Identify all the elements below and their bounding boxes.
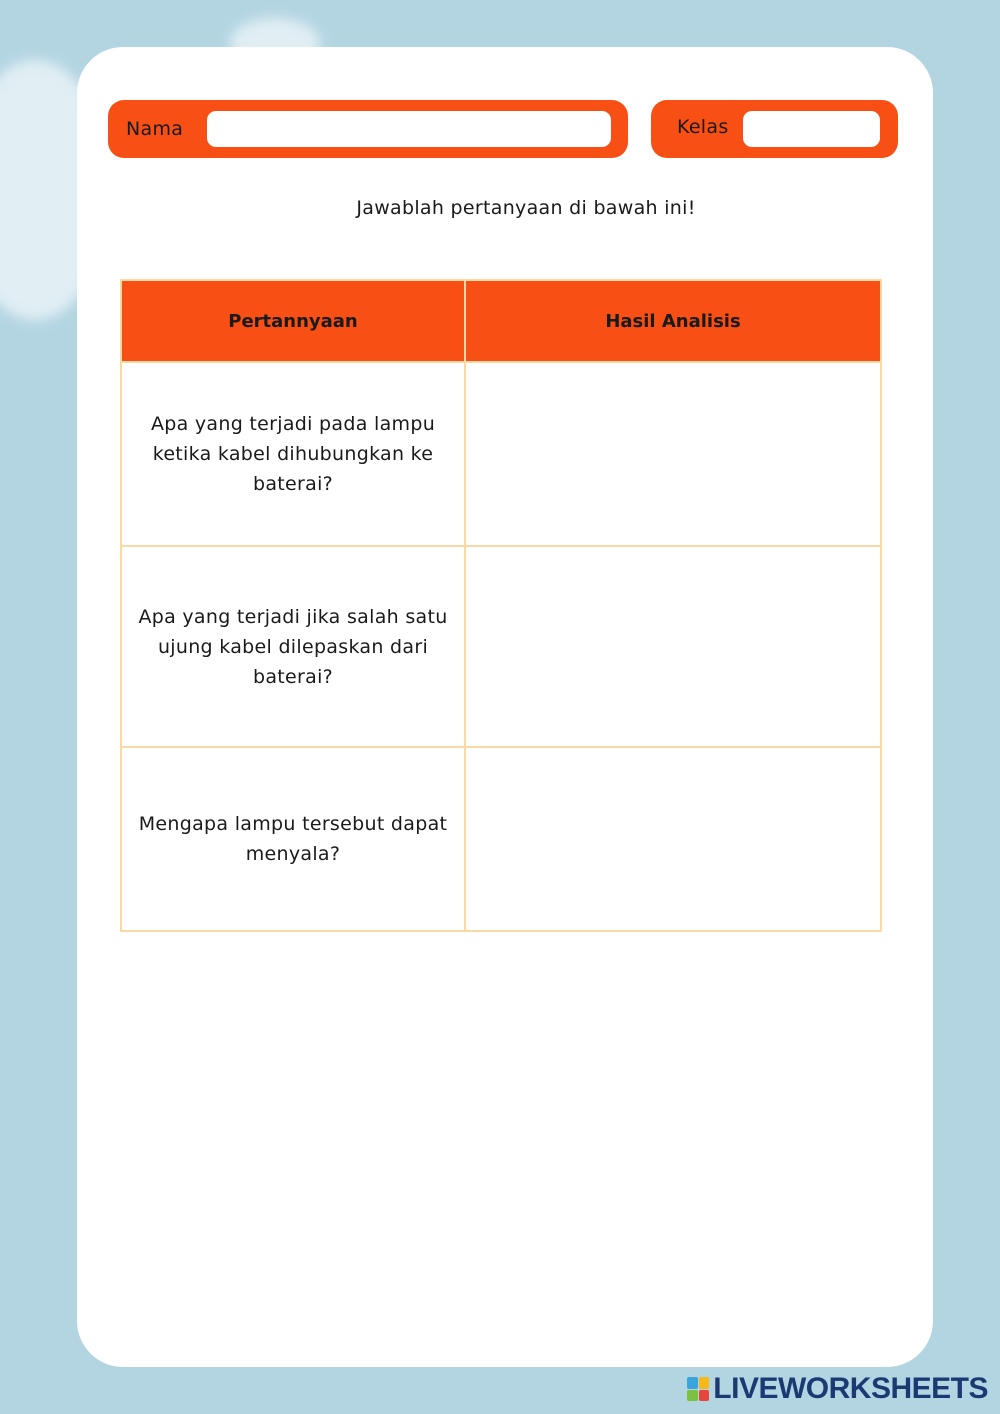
- name-input[interactable]: [207, 111, 611, 147]
- instruction-label: Jawablah pertanyaan di bawah ini!: [356, 197, 696, 219]
- answer-input[interactable]: [466, 364, 880, 544]
- question-cell: Apa yang terjadi jika salah satu ujung kabel dilepaskan dari baterai?: [121, 546, 465, 747]
- answer-input[interactable]: [466, 548, 880, 745]
- liveworksheets-logo-icon: [687, 1377, 709, 1401]
- answer-cell[interactable]: [465, 747, 881, 931]
- class-field-container: [651, 100, 898, 158]
- answer-cell[interactable]: [465, 362, 881, 546]
- table-row: [121, 546, 881, 747]
- instruction-text: [77, 197, 933, 219]
- table-row: [121, 747, 881, 931]
- liveworksheets-logo[interactable]: [687, 1372, 988, 1406]
- table-header-row: [121, 280, 881, 362]
- question-cell: Mengapa lampu tersebut dapat menyala?: [121, 747, 465, 931]
- name-field-container: [108, 100, 628, 158]
- answer-cell[interactable]: [465, 546, 881, 747]
- column-header-analysis: Hasil Analisis: [465, 280, 881, 362]
- worksheet-card: [77, 47, 933, 1367]
- name-label: Nama: [126, 118, 184, 140]
- class-label: Kelas: [677, 116, 729, 138]
- question-cell: Apa yang terjadi pada lampu ketika kabel dihubungkan ke baterai?: [121, 362, 465, 546]
- answer-input[interactable]: [466, 749, 880, 929]
- brand-name: LIVEWORKSHEETS: [713, 1372, 988, 1405]
- column-header-question: Pertannyaan: [121, 280, 465, 362]
- question-table: [120, 279, 882, 932]
- class-input[interactable]: [743, 111, 880, 147]
- table-row: [121, 362, 881, 546]
